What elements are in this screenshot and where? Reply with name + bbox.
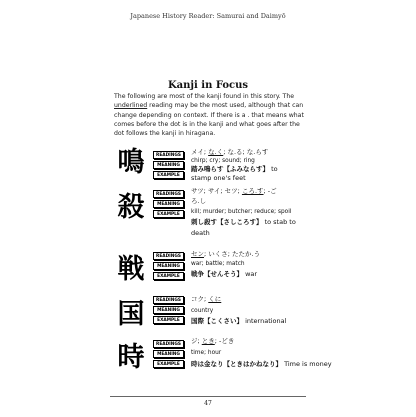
reading-text: サツ; サイ; セツ;: [191, 187, 242, 195]
kanji-readings: [191, 337, 234, 346]
intro-paragraph: [114, 92, 310, 138]
intro-underlined-word: underlined: [114, 102, 148, 110]
reading-underlined: な.く: [208, 148, 224, 156]
kanji-readings: [191, 250, 260, 259]
reading-text: ジ;: [191, 337, 202, 345]
page-number: 47: [110, 396, 306, 407]
reading-underlined: とき: [201, 337, 215, 345]
kanji-meaning: time; hour: [191, 350, 222, 356]
readings-badge: READINGS: [153, 190, 184, 198]
kanji-example: [191, 218, 296, 227]
running-head: Japanese History Reader: Samurai and Daimyō: [130, 12, 286, 20]
meaning-badge: MEANING: [153, 161, 184, 169]
example-badge: EXAMPLE: [153, 360, 184, 368]
kanji-character: 国: [117, 299, 145, 330]
kanji-character: 時: [117, 342, 145, 373]
kanji-meaning: country: [191, 308, 214, 314]
reading-underlined: セン: [191, 250, 204, 258]
example-badge: EXAMPLE: [153, 272, 184, 280]
kanji-meaning: war; battle; match: [191, 261, 245, 267]
meaning-badge: MEANING: [153, 262, 184, 270]
example-badge: EXAMPLE: [153, 316, 184, 324]
kanji-readings: [191, 187, 277, 196]
kanji-example: [191, 317, 286, 326]
readings-badge: READINGS: [153, 151, 184, 159]
kanji-meaning: kill; murder; butcher; reduce; spoil: [191, 209, 292, 215]
example-japanese: 踏み鳴らす【ふみならす】: [191, 165, 269, 173]
example-english: war: [243, 270, 258, 278]
intro-text-2: reading may be the most used, although that can change depending on context. If there is a . that means what comes before the dot is in the kanji and what goes after the dot follows the kanji in hiragana.: [114, 102, 304, 138]
kanji-readings: [191, 295, 221, 304]
kanji-readings-cont: ろ.し: [191, 197, 207, 205]
example-english: Time is money: [282, 360, 332, 368]
readings-badge: READINGS: [153, 340, 184, 348]
example-japanese: 国際【こくさい】: [191, 317, 243, 325]
intro-text-1: The following are most of the kanji found in this story. The: [114, 93, 295, 100]
kanji-character: 鳴: [117, 147, 145, 178]
readings-badge: READINGS: [153, 252, 184, 260]
kanji-meaning: chirp; cry; sound; ring: [191, 158, 255, 164]
reading-text: ; いくさ; たたか.う: [204, 250, 261, 258]
reading-text: ; な.る; な.らす: [223, 148, 269, 156]
example-badge: EXAMPLE: [153, 171, 184, 179]
reading-text: ; -ご: [263, 187, 277, 195]
meaning-badge: MEANING: [153, 350, 184, 358]
kanji-example: [191, 360, 332, 369]
example-japanese: 時は金なり【ときはかねなり】: [191, 360, 282, 368]
meaning-badge: MEANING: [153, 306, 184, 314]
example-badge: EXAMPLE: [153, 210, 184, 218]
kanji-example-cont: stamp one's feet: [191, 174, 246, 182]
readings-badge: READINGS: [153, 296, 184, 304]
reading-text: コク;: [191, 295, 209, 303]
reading-text: メイ;: [191, 148, 209, 156]
reading-underlined: くに: [208, 295, 222, 303]
section-title: Kanji in Focus: [167, 80, 249, 91]
meaning-badge: MEANING: [153, 200, 184, 208]
kanji-example-cont: death: [191, 229, 210, 237]
kanji-example: [191, 165, 278, 174]
kanji-readings: [191, 148, 268, 157]
kanji-example: [191, 270, 257, 279]
example-japanese: 戦争【せんそう】: [191, 270, 243, 278]
reading-text: ; -どき: [214, 337, 235, 345]
example-english: to: [269, 165, 278, 173]
example-japanese: 刺し殺す【さしころす】: [191, 218, 263, 226]
kanji-character: 殺: [117, 192, 145, 223]
reading-underlined: ころ.す: [241, 187, 264, 195]
kanji-character: 戦: [117, 254, 145, 285]
example-english: international: [243, 317, 287, 325]
example-english: to stab to: [262, 218, 296, 226]
